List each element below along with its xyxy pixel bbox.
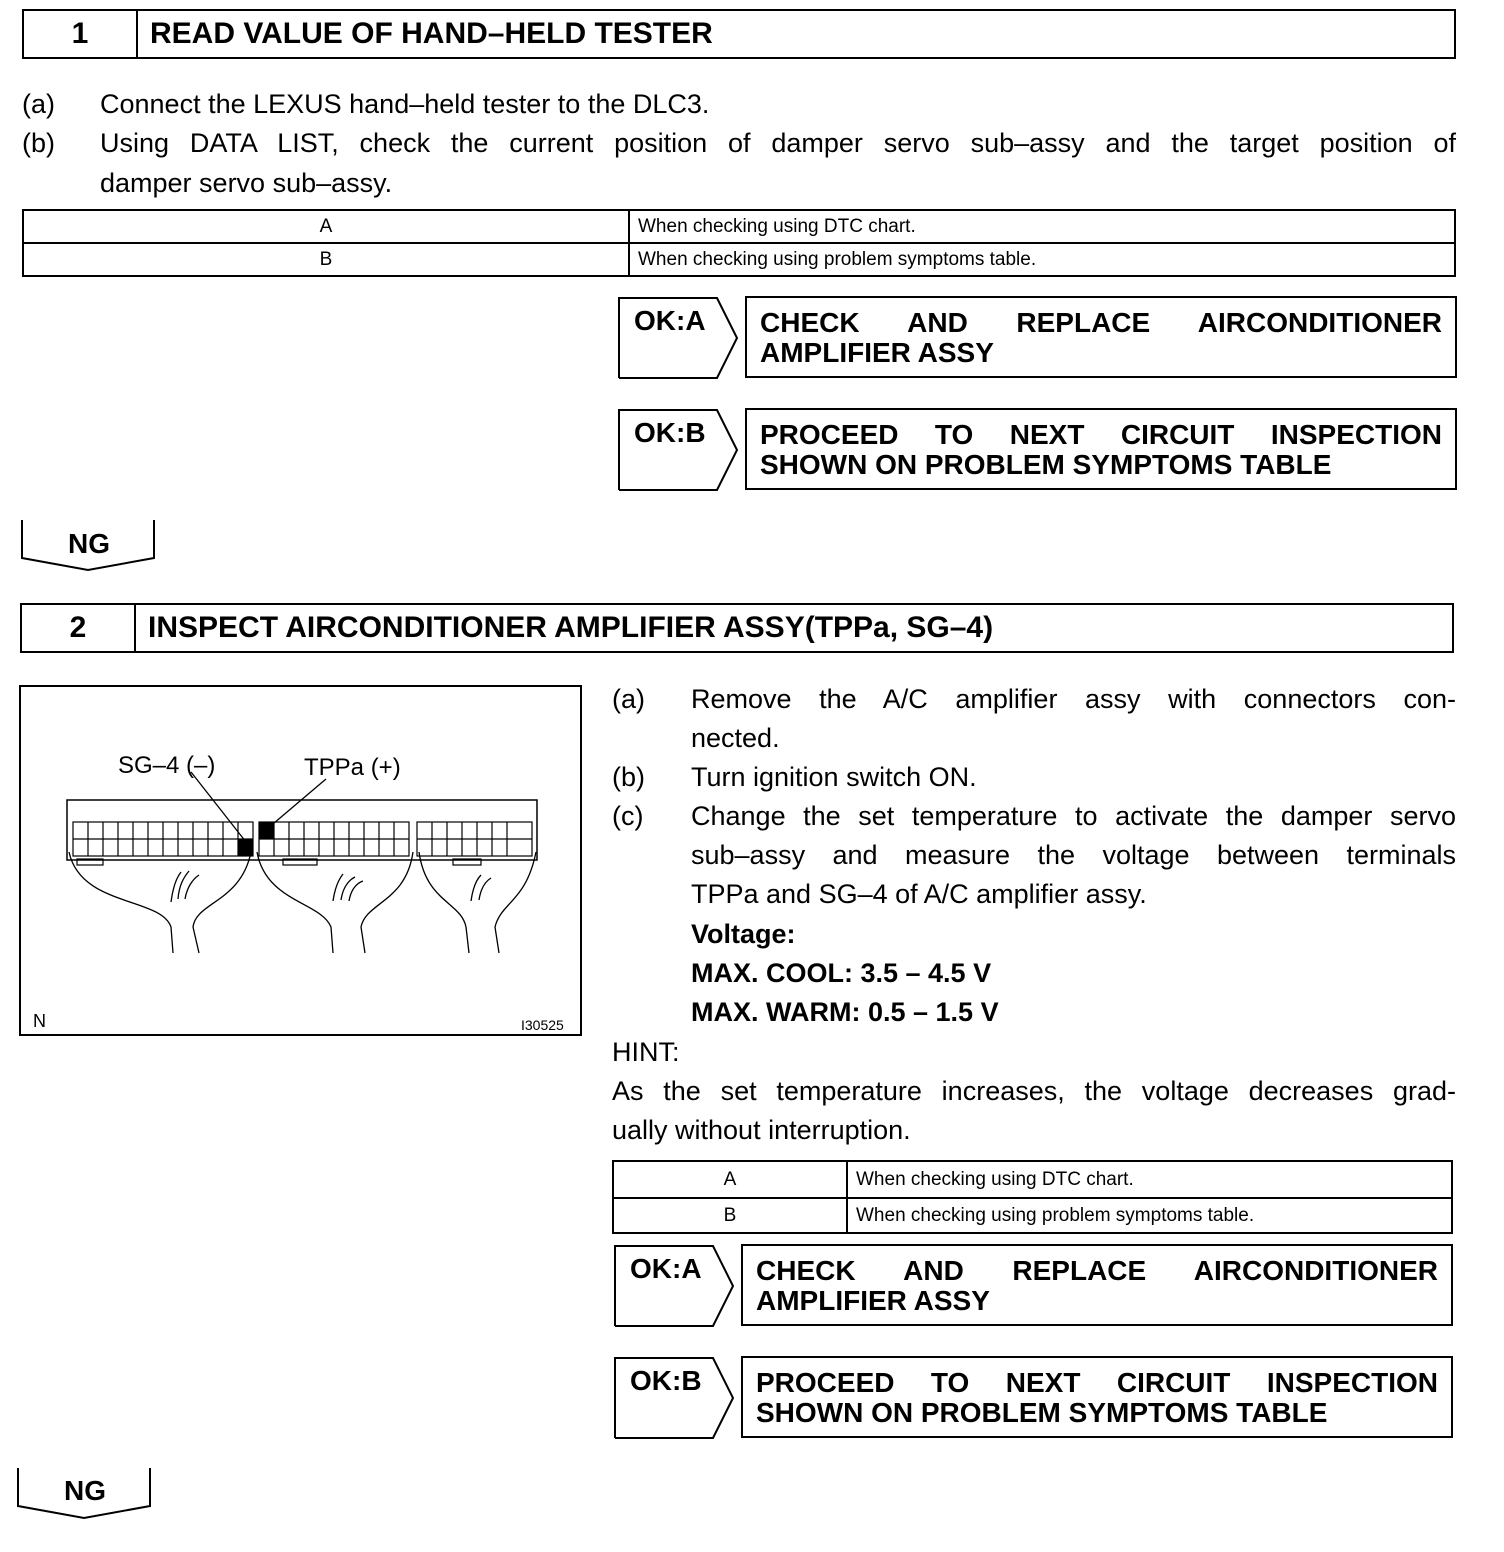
result-line-2: AMPLIFIER ASSY bbox=[760, 337, 994, 368]
result-line-1: CHECK AND REPLACE AIRCONDITIONER bbox=[760, 307, 1442, 338]
figure-id: I30525 bbox=[521, 1017, 564, 1033]
step-2-result-b bbox=[613, 1356, 1453, 1440]
result-line-1: PROCEED TO NEXT CIRCUIT INSPECTION bbox=[756, 1367, 1438, 1398]
ok-label: OK:A bbox=[634, 305, 706, 336]
spec-max-cool: MAX. COOL: 3.5 – 4.5 V bbox=[691, 958, 992, 988]
step-1-result-b bbox=[617, 408, 1457, 492]
step-1-header bbox=[22, 9, 1456, 59]
hint-line-2: ually without interruption. bbox=[612, 1115, 911, 1145]
ok-label: OK:B bbox=[630, 1365, 702, 1396]
result-line-2: SHOWN ON PROBLEM SYMPTOMS TABLE bbox=[756, 1397, 1328, 1428]
label-tppa: TPPa (+) bbox=[304, 754, 401, 781]
item-text-line-1: Turn ignition switch ON. bbox=[691, 762, 977, 792]
step-1-result-a bbox=[617, 296, 1457, 380]
result-box bbox=[745, 296, 1457, 378]
connector-figure bbox=[19, 685, 582, 1036]
step-1-number: 1 bbox=[24, 11, 138, 57]
item-label: (b) bbox=[22, 128, 55, 158]
table-cell-value: When checking using DTC chart. bbox=[629, 210, 1455, 243]
result-box bbox=[741, 1244, 1453, 1326]
result-line-1: PROCEED TO NEXT CIRCUIT INSPECTION bbox=[760, 419, 1442, 450]
item-text-line-2: nected. bbox=[691, 723, 780, 753]
step-1-title: READ VALUE OF HAND–HELD TESTER bbox=[150, 17, 713, 50]
table-cell-key: B bbox=[613, 1198, 847, 1233]
hint-line-1: As the set temperature increases, the voltage decreases grad- bbox=[612, 1076, 1456, 1106]
result-box bbox=[745, 408, 1457, 490]
item-text-line-2: sub–assy and measure the voltage between terminals bbox=[691, 840, 1456, 870]
table-row bbox=[23, 243, 1455, 276]
item-label: (c) bbox=[612, 801, 644, 831]
step-2-title: INSPECT AIRCONDITIONER AMPLIFIER ASSY(TPPa, SG–4) bbox=[148, 611, 994, 644]
result-line-2: SHOWN ON PROBLEM SYMPTOMS TABLE bbox=[760, 449, 1332, 480]
ng-label: NG bbox=[68, 528, 110, 559]
spec-heading: Voltage: bbox=[691, 919, 796, 949]
table-cell-key: B bbox=[23, 243, 629, 276]
step-2-ng-arrow bbox=[16, 1466, 154, 1520]
ok-label: OK:A bbox=[630, 1253, 702, 1284]
result-line-2: AMPLIFIER ASSY bbox=[756, 1285, 990, 1316]
table-row bbox=[613, 1161, 1452, 1198]
ok-label: OK:B bbox=[634, 417, 706, 448]
item-text-line-1: Change the set temperature to activate the damper servo bbox=[691, 801, 1456, 831]
connector-diagram bbox=[21, 687, 580, 1034]
item-label: (a) bbox=[612, 684, 645, 714]
table-row bbox=[23, 210, 1455, 243]
step-2-condition-table bbox=[612, 1160, 1453, 1234]
ng-label: NG bbox=[64, 1475, 106, 1506]
item-text: Connect the LEXUS hand–held tester to the DLC3. bbox=[100, 89, 710, 119]
item-text-line-3: TPPa and SG–4 of A/C amplifier assy. bbox=[691, 879, 1147, 909]
table-cell-key: A bbox=[23, 210, 629, 243]
table-row bbox=[613, 1198, 1452, 1233]
step-2-header bbox=[20, 603, 1454, 653]
spec-max-warm: MAX. WARM: 0.5 – 1.5 V bbox=[691, 997, 999, 1027]
hint-text bbox=[612, 1072, 1456, 1152]
step-2-item-b bbox=[612, 758, 1456, 798]
step-1-ng-arrow bbox=[20, 518, 158, 572]
step-2-result-a bbox=[613, 1244, 1453, 1328]
figure-corner-left: N bbox=[33, 1011, 46, 1031]
hint-label: HINT: bbox=[612, 1037, 680, 1067]
item-label: (b) bbox=[612, 762, 645, 792]
table-cell-key: A bbox=[613, 1161, 847, 1198]
label-sg4: SG–4 (–) bbox=[118, 752, 216, 779]
result-box bbox=[741, 1356, 1453, 1438]
table-cell-value: When checking using problem symptoms table. bbox=[847, 1198, 1452, 1233]
step-2-number: 2 bbox=[22, 605, 136, 651]
table-cell-value: When checking using problem symptoms table. bbox=[629, 243, 1455, 276]
step-1-condition-table bbox=[22, 209, 1456, 277]
step-2-item-c bbox=[612, 797, 1456, 917]
item-label: (a) bbox=[22, 89, 55, 119]
table-cell-value: When checking using DTC chart. bbox=[847, 1161, 1452, 1198]
result-line-1: CHECK AND REPLACE AIRCONDITIONER bbox=[756, 1255, 1438, 1286]
item-text-line-1: Remove the A/C amplifier assy with connectors con- bbox=[691, 684, 1456, 714]
item-text-line-2: damper servo sub–assy. bbox=[100, 168, 393, 198]
item-text-line-1: Using DATA LIST, check the current position of damper servo sub–assy and the target position of bbox=[100, 128, 1456, 158]
step-2-item-a bbox=[612, 680, 1456, 760]
